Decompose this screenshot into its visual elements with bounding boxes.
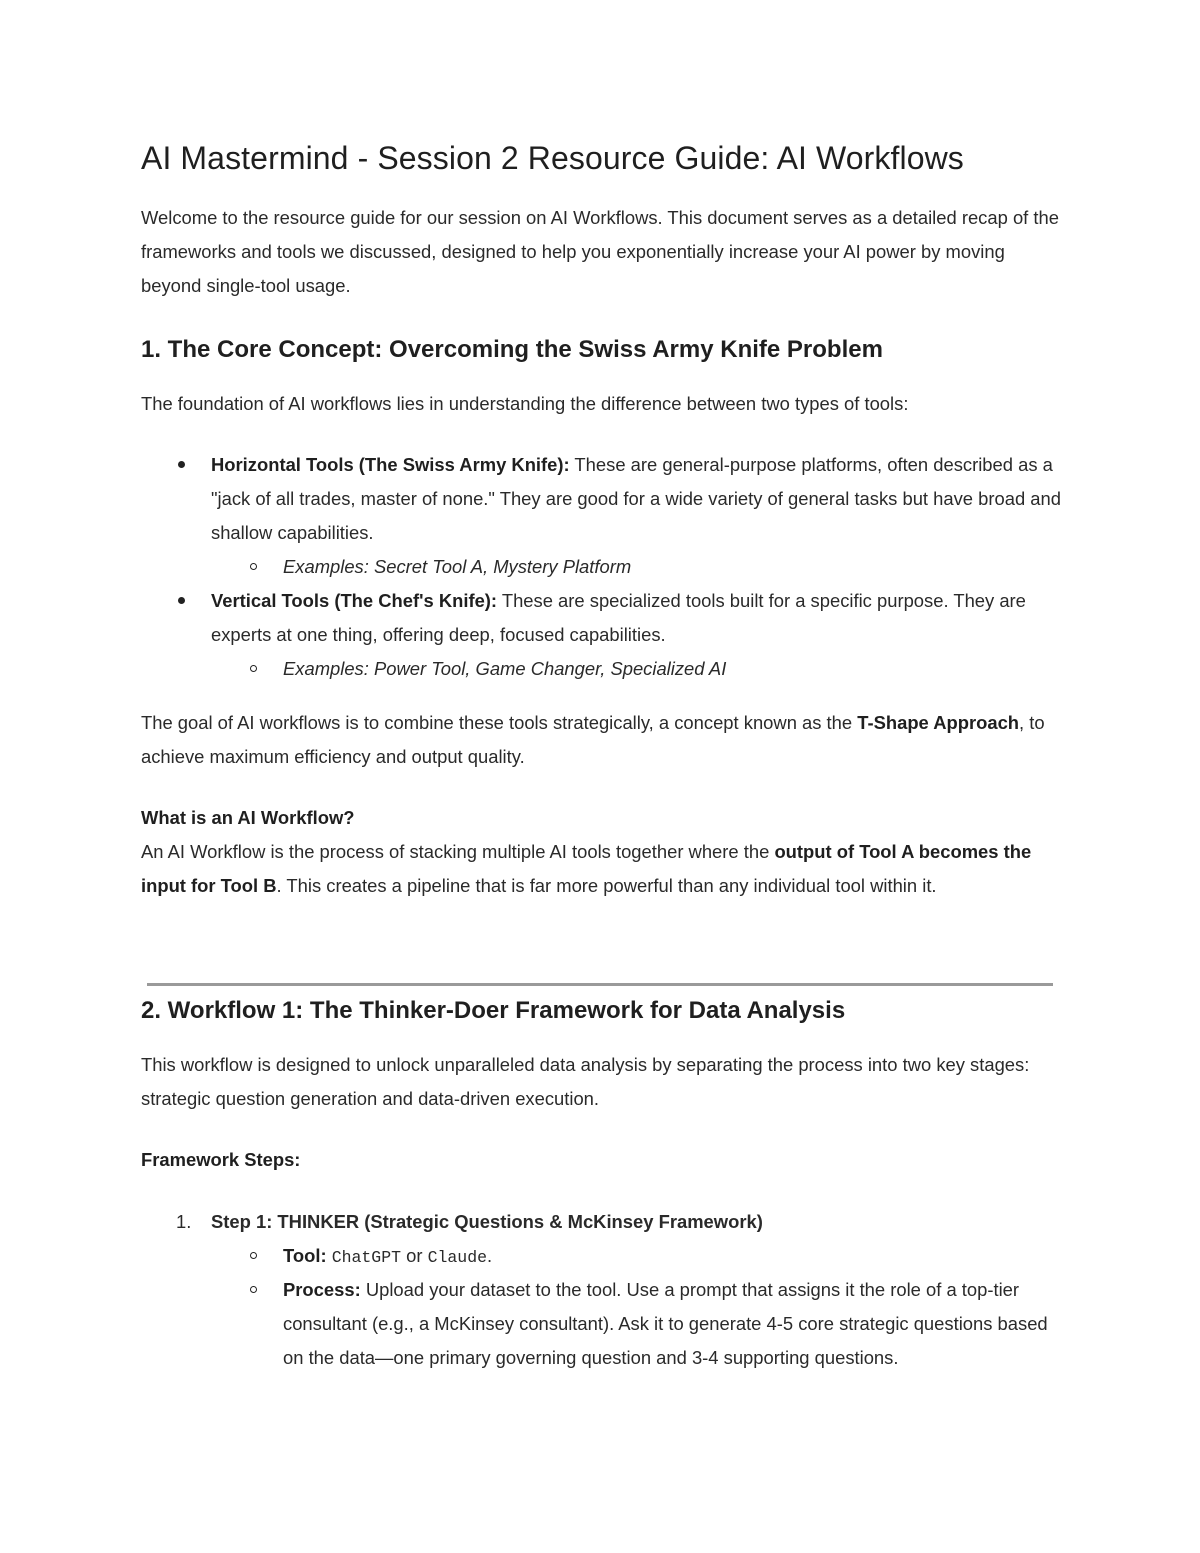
vertical-tools-text: These are specialized tools built for a specific purpose. They are experts at one thing, offering deep, focused capabilities.: [211, 590, 1026, 645]
process-label: Process:: [283, 1279, 361, 1300]
bullet-icon: [178, 597, 185, 604]
what-is-workflow-heading: What is an AI Workflow?: [141, 807, 355, 828]
list-item-vertical-tools: [211, 584, 1061, 652]
section-2-heading: 2. Workflow 1: The Thinker-Doer Framework for Data Analysis: [141, 997, 846, 1024]
bullet-icon: [178, 461, 185, 468]
list-item-horizontal-tools: [211, 448, 1061, 550]
horizontal-divider: [147, 983, 1053, 986]
goal-text-post: , to achieve maximum efficiency and output quality.: [141, 712, 1045, 767]
horizontal-tools-text: These are general-purpose platforms, often described as a "jack of all trades, master of none." They are good for a wide variety of general tasks but have broad and shallow capabilities.: [211, 454, 1061, 543]
tool-claude: Claude: [427, 1248, 488, 1267]
goal-text-pre: The goal of AI workflows is to combine these tools strategically, a concept known as the: [141, 712, 858, 733]
step-1-label: Step 1: THINKER (Strategic Questions & McKinsey Framework): [211, 1211, 763, 1232]
step-number: 1.: [176, 1211, 192, 1232]
sub-bullet-icon: [250, 1252, 257, 1259]
tool-end: .: [487, 1245, 493, 1266]
section-1-heading: 1. The Core Concept: Overcoming the Swiss Army Knife Problem: [141, 336, 883, 363]
page-title: AI Mastermind - Session 2 Resource Guide: AI Workflows: [141, 140, 964, 176]
section-2-lead: This workflow is designed to unlock unparalleled data analysis by separating the process into two key stages: strategic question generation and data-driven execution.: [141, 1054, 1030, 1109]
horizontal-tools-examples: Examples: Secret Tool A, Mystery Platform: [283, 556, 632, 577]
tool-label: Tool:: [283, 1245, 327, 1266]
tool-or: or: [401, 1245, 428, 1266]
goal-paragraph: [141, 706, 1061, 774]
what-text-pre: An AI Workflow is the process of stacking multiple AI tools together where the: [141, 841, 775, 862]
sub-bullet-icon: [250, 665, 257, 672]
step-1-process: [283, 1273, 1061, 1375]
tool-chatgpt: ChatGPT: [331, 1248, 402, 1267]
intro-paragraph: Welcome to the resource guide for our session on AI Workflows. This document serves as a detailed recap of the frameworks and tools we discussed, designed to help you exponentially increase your AI power by moving beyond single-tool usage.: [141, 207, 1059, 296]
what-text-post: . This creates a pipeline that is far more powerful than any individual tool within it.: [276, 875, 937, 896]
process-text: Upload your dataset to the tool. Use a prompt that assigns it the role of a top-tier consultant (e.g., a McKinsey consultant). Ask it to generate 4-5 core strategic questions based on the data—one primary governing question and 3-4 supporting questions.: [283, 1279, 1048, 1368]
section-1-lead: The foundation of AI workflows lies in understanding the difference between two types of tools:: [141, 393, 909, 414]
sub-bullet-icon: [250, 1286, 257, 1293]
vertical-tools-label: Vertical Tools (The Chef's Knife):: [211, 590, 498, 611]
what-is-workflow-paragraph: [141, 835, 1061, 903]
t-shape-approach-term: T-Shape Approach: [857, 712, 1020, 733]
horizontal-tools-label: Horizontal Tools (The Swiss Army Knife):: [211, 454, 570, 475]
vertical-tools-examples: Examples: Power Tool, Game Changer, Specialized AI: [283, 658, 727, 679]
framework-steps-heading: Framework Steps:: [141, 1149, 301, 1170]
step-1-tool: [283, 1239, 1061, 1275]
what-text-bold: output of Tool A becomes the input for Tool B: [141, 841, 1032, 896]
sub-bullet-icon: [250, 563, 257, 570]
